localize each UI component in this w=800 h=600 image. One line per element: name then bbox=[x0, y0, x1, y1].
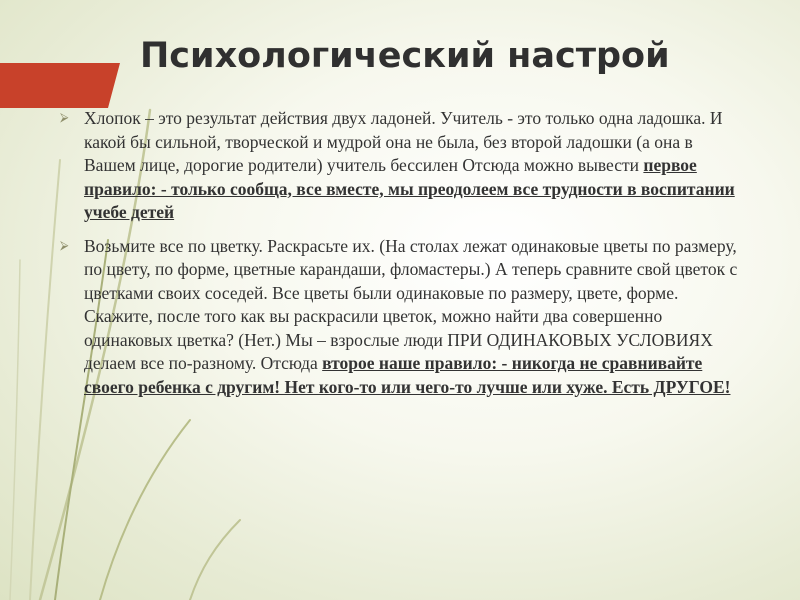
arrow-bullet-icon: ⮚ bbox=[60, 237, 69, 252]
accent-bar bbox=[0, 63, 120, 108]
paragraph-1-rule: первое правило: - только сообща, все вместе, мы преодолеем все трудности в воспитании учебе детей bbox=[84, 155, 735, 222]
paragraph-2-rule: второе наше правило: - никогда не сравнивайте своего ребенка с другим! Нет кого-то или чего-то лучше или хуже. Есть ДРУГОЕ! bbox=[84, 353, 731, 397]
paragraph-1 bbox=[60, 107, 748, 225]
slide-content bbox=[60, 107, 748, 409]
slide-title: Психологический настрой bbox=[140, 36, 670, 76]
paragraph-2 bbox=[60, 235, 748, 400]
arrow-bullet-icon: ⮚ bbox=[60, 110, 69, 124]
paragraph-2-text: Возьмите все по цветку. Раскрасьте их. (На столах лежат одинаковые цветы по размеру, по цвету, по форме, цветные карандаши, фломастеры.) А теперь сравните свой цветок с цветками своих соседей. Все цветы были одинаковые по размеру, цвете, форме. Скажите, после того как вы раскрасили цветок, можно найти два совершенно одинаковых цветка? (Нет.) Мы – взрослые люди ПРИ ОДИНАКОВЫХ УСЛОВИЯХ делаем все по-разному. Отсюда bbox=[84, 235, 738, 373]
paragraph-1-text: Хлопок – это результат действия двух ладоней. Учитель - это только одна ладошка. И какой бы сильной, творческой и мудрой она не была, без второй ладошки (а она в Вашем лице, дорогие родители) учитель бессилен Отсюда можно вывести bbox=[84, 108, 723, 175]
